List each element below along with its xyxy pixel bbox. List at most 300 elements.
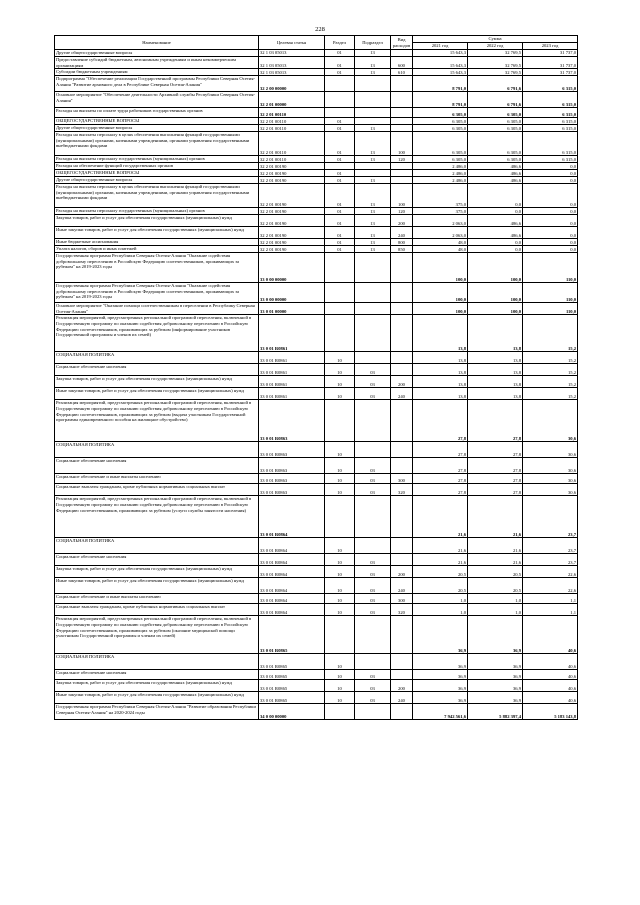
row-amount-2021: 15 643,3 xyxy=(413,69,468,76)
row-expense-type xyxy=(391,108,413,118)
row-subsection xyxy=(355,170,391,177)
row-expense-type xyxy=(391,364,413,376)
row-expense-type xyxy=(391,303,413,315)
row-amount-2023: 31 737,0 xyxy=(523,50,578,57)
row-expense-type: 800 xyxy=(391,239,413,246)
row-expense-type: 200 xyxy=(391,680,413,692)
table-row xyxy=(55,303,578,315)
row-expense-type xyxy=(391,538,413,554)
row-amount-2021: 2 063,0 xyxy=(413,215,468,227)
row-subsection: 03 xyxy=(355,364,391,376)
row-amount-2023: 6 315,0 xyxy=(523,156,578,163)
table-row xyxy=(55,554,578,566)
row-amount-2023: 0,0 xyxy=(523,184,578,208)
row-expense-type: 300 xyxy=(391,474,413,484)
row-section xyxy=(325,253,355,283)
row-amount-2023: 40,6 xyxy=(523,692,578,704)
row-amount-2021: 13,8 xyxy=(413,315,468,352)
row-target-code: 33 0 01 R0865 xyxy=(259,692,325,704)
row-amount-2023: 15,2 xyxy=(523,376,578,388)
row-amount-2021: 20,5 xyxy=(413,566,468,578)
row-amount-2022: 0,0 xyxy=(468,208,523,215)
row-target-code: 33 0 01 R0865 xyxy=(259,670,325,680)
row-target-code: 33 0 01 R0865 xyxy=(259,680,325,692)
row-expense-type: 240 xyxy=(391,388,413,400)
row-amount-2023: 23,7 xyxy=(523,538,578,554)
table-row xyxy=(55,208,578,215)
row-amount-2021: 2 486,0 xyxy=(413,163,468,170)
row-amount-2022: 21,6 xyxy=(468,554,523,566)
table-row xyxy=(55,594,578,604)
row-expense-type xyxy=(391,458,413,474)
row-section: 10 xyxy=(325,654,355,670)
row-target-code: 33 0 01 R0864 xyxy=(259,604,325,616)
table-row xyxy=(55,163,578,170)
row-expense-type xyxy=(391,554,413,566)
row-amount-2023: 40,6 xyxy=(523,680,578,692)
row-expense-type: 610 xyxy=(391,69,413,76)
row-section: 10 xyxy=(325,604,355,616)
row-name: СОЦИАЛЬНАЯ ПОЛИТИКА xyxy=(55,442,259,458)
row-amount-2021: 13,8 xyxy=(413,388,468,400)
row-name: Другие общегосударственные вопросы xyxy=(55,50,259,57)
header-sum: Сумма xyxy=(413,36,578,43)
row-amount-2022: 13,8 xyxy=(468,388,523,400)
row-section: 01 xyxy=(325,184,355,208)
row-amount-2021: 27,8 xyxy=(413,474,468,484)
row-target-code: 32 2 01 00000 xyxy=(259,92,325,108)
row-section: 01 xyxy=(325,227,355,239)
row-amount-2021: 13,8 xyxy=(413,376,468,388)
table-row xyxy=(55,704,578,720)
table-row xyxy=(55,670,578,680)
row-amount-2023: 1,1 xyxy=(523,604,578,616)
row-subsection xyxy=(355,303,391,315)
row-section xyxy=(325,283,355,303)
row-name: Расходы на выплаты персоналу в целях обеспечения выполнения функций государственными (муниципальными) органами, казенными учреждениями, органами управления государственными внебюджетными фондами xyxy=(55,184,259,208)
row-amount-2021: 7 942 561,6 xyxy=(413,704,468,720)
row-amount-2021: 6 305,0 xyxy=(413,156,468,163)
row-target-code: 32 2 01 00190 xyxy=(259,170,325,177)
table-row xyxy=(55,578,578,594)
row-name: Основное мероприятие "Обеспечение деятельности Архивной службы Республики Северная Осетия-Алания" xyxy=(55,92,259,108)
row-amount-2023: 0,0 xyxy=(523,227,578,239)
row-amount-2021: 375,0 xyxy=(413,208,468,215)
row-target-code: 32 2 01 00190 xyxy=(259,239,325,246)
row-amount-2023: 15,2 xyxy=(523,364,578,376)
row-amount-2021: 21,6 xyxy=(413,538,468,554)
row-name: Иные закупки товаров, работ и услуг для обеспечения государственных (муниципальных) нужд xyxy=(55,692,259,704)
row-target-code: 32 1 03 05013 xyxy=(259,57,325,69)
row-amount-2023: 0,0 xyxy=(523,239,578,246)
row-name: Расходы на выплаты по оплате труда работников государственных органов xyxy=(55,108,259,118)
row-section: 10 xyxy=(325,352,355,364)
row-amount-2023: 40,6 xyxy=(523,616,578,654)
table-row xyxy=(55,69,578,76)
row-amount-2023: 6 315,0 xyxy=(523,76,578,92)
row-expense-type: 240 xyxy=(391,578,413,594)
row-target-code: 33 0 01 R0864 xyxy=(259,578,325,594)
row-subsection: 13 xyxy=(355,132,391,156)
row-name: Социальные выплаты гражданам, кроме публичных нормативных социальных выплат xyxy=(55,604,259,616)
row-name: Государственная программа Республики Северная Осетия-Алания "Оказание содействия добровольному переселению в Российскую Федерацию соотечественников, проживающих за рубежом" на 2019-2023 годы xyxy=(55,283,259,303)
row-subsection: 13 xyxy=(355,177,391,184)
table-row xyxy=(55,400,578,442)
row-target-code: 33 0 01 R0861 xyxy=(259,315,325,352)
row-target-code: 32 2 01 00190 xyxy=(259,208,325,215)
row-name: СОЦИАЛЬНАЯ ПОЛИТИКА xyxy=(55,352,259,364)
row-amount-2023: 30,6 xyxy=(523,442,578,458)
row-amount-2023: 40,6 xyxy=(523,670,578,680)
row-subsection xyxy=(355,76,391,92)
row-amount-2023: 6 315,0 xyxy=(523,118,578,125)
row-target-code: 32 2 00 00000 xyxy=(259,76,325,92)
row-expense-type: 100 xyxy=(391,184,413,208)
row-subsection: 03 xyxy=(355,604,391,616)
row-amount-2021: 13,8 xyxy=(413,352,468,364)
row-name: Другие общегосударственные вопросы xyxy=(55,177,259,184)
row-section: 01 xyxy=(325,57,355,69)
row-name: СОЦИАЛЬНАЯ ПОЛИТИКА xyxy=(55,654,259,670)
row-name: Закупка товаров, работ и услуг для обеспечения государственных (муниципальных) нужд xyxy=(55,566,259,578)
row-target-code: 32 2 01 00190 xyxy=(259,177,325,184)
row-name: Расходы на выплаты персоналу государственных (муниципальных) органов xyxy=(55,208,259,215)
row-amount-2022: 13,8 xyxy=(468,315,523,352)
row-amount-2021: 21,6 xyxy=(413,554,468,566)
row-section: 10 xyxy=(325,474,355,484)
row-subsection xyxy=(355,253,391,283)
row-amount-2022: 36,9 xyxy=(468,670,523,680)
table-row xyxy=(55,132,578,156)
row-section xyxy=(325,92,355,108)
row-expense-type: 200 xyxy=(391,376,413,388)
row-name: Социальное обеспечение и иные выплаты населению xyxy=(55,594,259,604)
row-target-code: 33 0 01 R0863 xyxy=(259,474,325,484)
row-target-code: 33 0 01 R0864 xyxy=(259,594,325,604)
row-section: 01 xyxy=(325,156,355,163)
table-row xyxy=(55,484,578,496)
row-target-code: 33 0 01 R0861 xyxy=(259,364,325,376)
row-subsection xyxy=(355,283,391,303)
row-name: Уплата налогов, сборов и иных платежей xyxy=(55,246,259,253)
table-row xyxy=(55,227,578,239)
row-target-code: 32 2 01 00110 xyxy=(259,125,325,132)
row-section xyxy=(325,303,355,315)
row-amount-2022: 0,0 xyxy=(468,246,523,253)
row-section: 10 xyxy=(325,376,355,388)
row-amount-2022: 6 791,6 xyxy=(468,76,523,92)
row-subsection: 03 xyxy=(355,376,391,388)
row-section: 01 xyxy=(325,118,355,125)
row-expense-type xyxy=(391,496,413,538)
row-subsection: 13 xyxy=(355,57,391,69)
row-expense-type xyxy=(391,177,413,184)
row-expense-type xyxy=(391,352,413,364)
row-name: Закупка товаров, работ и услуг для обеспечения государственных (муниципальных) нужд xyxy=(55,376,259,388)
row-expense-type: 200 xyxy=(391,566,413,578)
row-target-code: 32 2 01 00190 xyxy=(259,246,325,253)
row-subsection: 13 xyxy=(355,215,391,227)
table-row xyxy=(55,388,578,400)
table-body xyxy=(55,50,578,720)
row-amount-2022: 36,9 xyxy=(468,692,523,704)
row-amount-2023: 30,6 xyxy=(523,458,578,474)
row-amount-2022: 6 305,0 xyxy=(468,156,523,163)
row-expense-type: 600 xyxy=(391,57,413,69)
row-target-code: 33 0 01 R0861 xyxy=(259,388,325,400)
row-amount-2021: 27,8 xyxy=(413,458,468,474)
row-amount-2023: 22,6 xyxy=(523,578,578,594)
row-name: Социальное обеспечение населения xyxy=(55,458,259,474)
row-amount-2022: 20,5 xyxy=(468,566,523,578)
row-target-code: 33 0 01 R0863 xyxy=(259,400,325,442)
row-section: 10 xyxy=(325,554,355,566)
row-section xyxy=(325,108,355,118)
row-name: Реализация мероприятий, предусмотренных региональной программой переселения, включенной в Государственную программу по оказанию содействия добровольному переселению в Российскую Федерацию соотечественников, проживающих за рубежом (информирование участников Государственной программы и членов их семей) xyxy=(55,315,259,352)
row-amount-2022: 27,8 xyxy=(468,458,523,474)
row-expense-type xyxy=(391,170,413,177)
row-amount-2021: 36,9 xyxy=(413,680,468,692)
row-expense-type xyxy=(391,400,413,442)
table-row xyxy=(55,215,578,227)
row-amount-2023: 5 183 143,8 xyxy=(523,704,578,720)
row-amount-2021: 6 305,0 xyxy=(413,132,468,156)
row-expense-type: 850 xyxy=(391,246,413,253)
row-name: Закупка товаров, работ и услуг для обеспечения государственных (муниципальных) нужд xyxy=(55,680,259,692)
row-amount-2022: 36,9 xyxy=(468,680,523,692)
row-subsection xyxy=(355,400,391,442)
row-subsection: 03 xyxy=(355,680,391,692)
row-section xyxy=(325,163,355,170)
row-amount-2023: 22,6 xyxy=(523,566,578,578)
row-subsection: 03 xyxy=(355,594,391,604)
row-amount-2023: 15,2 xyxy=(523,315,578,352)
row-amount-2023: 110,0 xyxy=(523,253,578,283)
row-target-code: 32 2 01 00190 xyxy=(259,215,325,227)
row-expense-type xyxy=(391,92,413,108)
row-target-code: 33 0 01 R0863 xyxy=(259,458,325,474)
row-name: СОЦИАЛЬНАЯ ПОЛИТИКА xyxy=(55,538,259,554)
row-target-code: 32 2 01 00190 xyxy=(259,227,325,239)
row-amount-2022: 36,9 xyxy=(468,616,523,654)
table-row xyxy=(55,170,578,177)
table-row xyxy=(55,253,578,283)
table-row xyxy=(55,184,578,208)
table-row xyxy=(55,57,578,69)
row-section: 01 xyxy=(325,125,355,132)
header-expense-type: Вид расходов xyxy=(391,36,413,50)
row-expense-type xyxy=(391,50,413,57)
row-section: 01 xyxy=(325,215,355,227)
table-row xyxy=(55,680,578,692)
row-amount-2022: 486,6 xyxy=(468,227,523,239)
row-subsection xyxy=(355,163,391,170)
row-section: 10 xyxy=(325,484,355,496)
row-subsection: 03 xyxy=(355,484,391,496)
row-subsection: 03 xyxy=(355,670,391,680)
row-subsection xyxy=(355,704,391,720)
row-target-code: 33 0 00 00000 xyxy=(259,253,325,283)
row-expense-type xyxy=(391,163,413,170)
table-row xyxy=(55,108,578,118)
row-amount-2021: 48,0 xyxy=(413,246,468,253)
row-section xyxy=(325,76,355,92)
table-row xyxy=(55,604,578,616)
row-amount-2021: 20,5 xyxy=(413,578,468,594)
row-target-code: 33 0 01 R0865 xyxy=(259,616,325,654)
row-amount-2021: 27,8 xyxy=(413,442,468,458)
row-section xyxy=(325,315,355,352)
row-amount-2021: 48,0 xyxy=(413,239,468,246)
row-expense-type xyxy=(391,125,413,132)
row-amount-2022: 486,6 xyxy=(468,170,523,177)
row-amount-2023: 0,0 xyxy=(523,215,578,227)
row-amount-2022: 6 305,0 xyxy=(468,118,523,125)
row-name: Социальное обеспечение населения xyxy=(55,364,259,376)
row-amount-2021: 8 791,0 xyxy=(413,92,468,108)
row-amount-2023: 6 315,0 xyxy=(523,132,578,156)
row-amount-2022: 27,8 xyxy=(468,400,523,442)
row-amount-2021: 100,0 xyxy=(413,283,468,303)
budget-table xyxy=(54,35,578,720)
row-target-code: 33 0 01 R0863 xyxy=(259,442,325,458)
row-amount-2021: 21,6 xyxy=(413,496,468,538)
row-target-code: 32 2 01 00190 xyxy=(259,184,325,208)
row-amount-2022: 486,6 xyxy=(468,177,523,184)
row-name: Иные закупки товаров, работ и услуг для обеспечения государственных (муниципальных) нужд xyxy=(55,388,259,400)
row-amount-2021: 36,9 xyxy=(413,654,468,670)
row-subsection: 13 xyxy=(355,246,391,253)
table-row xyxy=(55,156,578,163)
row-target-code: 32 2 01 00110 xyxy=(259,108,325,118)
row-amount-2021: 15 643,3 xyxy=(413,57,468,69)
row-target-code: 33 0 01 R0864 xyxy=(259,566,325,578)
row-name: Расходы на обеспечение функций государственных органов xyxy=(55,163,259,170)
table-row xyxy=(55,76,578,92)
row-amount-2023: 15,2 xyxy=(523,388,578,400)
row-subsection: 13 xyxy=(355,239,391,246)
row-amount-2023: 23,7 xyxy=(523,496,578,538)
row-expense-type xyxy=(391,253,413,283)
row-amount-2023: 0,0 xyxy=(523,208,578,215)
row-expense-type: 320 xyxy=(391,484,413,496)
row-expense-type xyxy=(391,315,413,352)
row-target-code: 33 0 01 R0864 xyxy=(259,538,325,554)
row-amount-2022: 27,8 xyxy=(468,442,523,458)
row-amount-2022: 32 769,5 xyxy=(468,50,523,57)
row-target-code: 33 0 01 R0863 xyxy=(259,484,325,496)
row-target-code: 33 0 01 R0864 xyxy=(259,496,325,538)
row-amount-2023: 0,0 xyxy=(523,177,578,184)
row-amount-2023: 23,7 xyxy=(523,554,578,566)
row-amount-2021: 27,8 xyxy=(413,484,468,496)
row-amount-2022: 6 791,6 xyxy=(468,92,523,108)
table-row xyxy=(55,125,578,132)
header-name: Наименование xyxy=(55,36,259,50)
row-amount-2022: 36,9 xyxy=(468,654,523,670)
row-expense-type xyxy=(391,616,413,654)
row-amount-2022: 13,8 xyxy=(468,376,523,388)
row-name: Социальное обеспечение населения xyxy=(55,554,259,566)
row-section: 10 xyxy=(325,680,355,692)
table-row xyxy=(55,474,578,484)
row-expense-type xyxy=(391,654,413,670)
row-amount-2021: 36,9 xyxy=(413,616,468,654)
row-section: 10 xyxy=(325,566,355,578)
row-subsection: 03 xyxy=(355,566,391,578)
row-target-code: 32 2 01 00110 xyxy=(259,132,325,156)
row-subsection: 13 xyxy=(355,208,391,215)
row-section: 01 xyxy=(325,69,355,76)
row-name: Социальное обеспечение населения xyxy=(55,670,259,680)
row-section xyxy=(325,616,355,654)
row-target-code: 32 2 01 00110 xyxy=(259,118,325,125)
row-amount-2023: 0,0 xyxy=(523,170,578,177)
row-amount-2022: 27,8 xyxy=(468,484,523,496)
row-amount-2022: 21,6 xyxy=(468,538,523,554)
row-amount-2022: 6 305,0 xyxy=(468,125,523,132)
row-name: Государственная программа Республики Северная Осетия-Алания "Оказание содействия добровольному переселению в Российскую Федерацию соотечественников, проживающих за рубежом" на 2019-2023 годы xyxy=(55,253,259,283)
row-target-code: 34 0 00 00000 xyxy=(259,704,325,720)
row-name: Социальное обеспечение и иные выплаты населению xyxy=(55,474,259,484)
row-amount-2022: 6 305,0 xyxy=(468,108,523,118)
row-amount-2023: 31 737,0 xyxy=(523,69,578,76)
row-expense-type: 100 xyxy=(391,132,413,156)
row-subsection: 03 xyxy=(355,578,391,594)
header-year-2021: 2021 год xyxy=(413,43,468,50)
row-subsection xyxy=(355,496,391,538)
row-amount-2023: 0,0 xyxy=(523,246,578,253)
row-amount-2021: 1,0 xyxy=(413,604,468,616)
row-expense-type xyxy=(391,283,413,303)
row-expense-type: 200 xyxy=(391,215,413,227)
row-expense-type: 240 xyxy=(391,692,413,704)
row-name: Расходы на выплаты персоналу государственных (муниципальных) органов xyxy=(55,156,259,163)
row-amount-2022: 5 882 397,4 xyxy=(468,704,523,720)
row-name: Иные закупки товаров, работ и услуг для обеспечения государственных (муниципальных) нужд xyxy=(55,227,259,239)
row-amount-2021: 6 305,0 xyxy=(413,108,468,118)
row-expense-type xyxy=(391,670,413,680)
row-target-code: 33 0 01 R0865 xyxy=(259,654,325,670)
table-row xyxy=(55,692,578,704)
row-amount-2021: 15 643,3 xyxy=(413,50,468,57)
row-name: Социальные выплаты гражданам, кроме публичных нормативных социальных выплат xyxy=(55,484,259,496)
row-amount-2022: 27,8 xyxy=(468,474,523,484)
row-expense-type: 120 xyxy=(391,208,413,215)
row-section: 10 xyxy=(325,458,355,474)
row-expense-type xyxy=(391,118,413,125)
row-name: Реализация мероприятий, предусмотренных региональной программой переселения, включенной в Государственную программу по оказанию содействия добровольному переселению в Российскую Федерацию соотечественников, проживающих за рубежом (выдача участникам Государственной программы единовременного пособия на жилищное обустройство) xyxy=(55,400,259,442)
row-amount-2023: 0,0 xyxy=(523,163,578,170)
row-section: 10 xyxy=(325,578,355,594)
row-subsection: 03 xyxy=(355,554,391,566)
row-amount-2021: 1,0 xyxy=(413,594,468,604)
row-expense-type xyxy=(391,76,413,92)
row-amount-2021: 6 305,0 xyxy=(413,118,468,125)
table-row xyxy=(55,376,578,388)
row-subsection xyxy=(355,352,391,364)
row-amount-2021: 36,9 xyxy=(413,670,468,680)
row-amount-2023: 30,6 xyxy=(523,484,578,496)
page-number: 228 xyxy=(315,26,325,33)
row-amount-2022: 486,6 xyxy=(468,215,523,227)
header-code: Целевая статья xyxy=(259,36,325,50)
row-subsection xyxy=(355,442,391,458)
row-subsection: 03 xyxy=(355,388,391,400)
row-amount-2021: 2 063,0 xyxy=(413,227,468,239)
row-target-code: 33 0 01 R0861 xyxy=(259,352,325,364)
row-expense-type: 320 xyxy=(391,604,413,616)
